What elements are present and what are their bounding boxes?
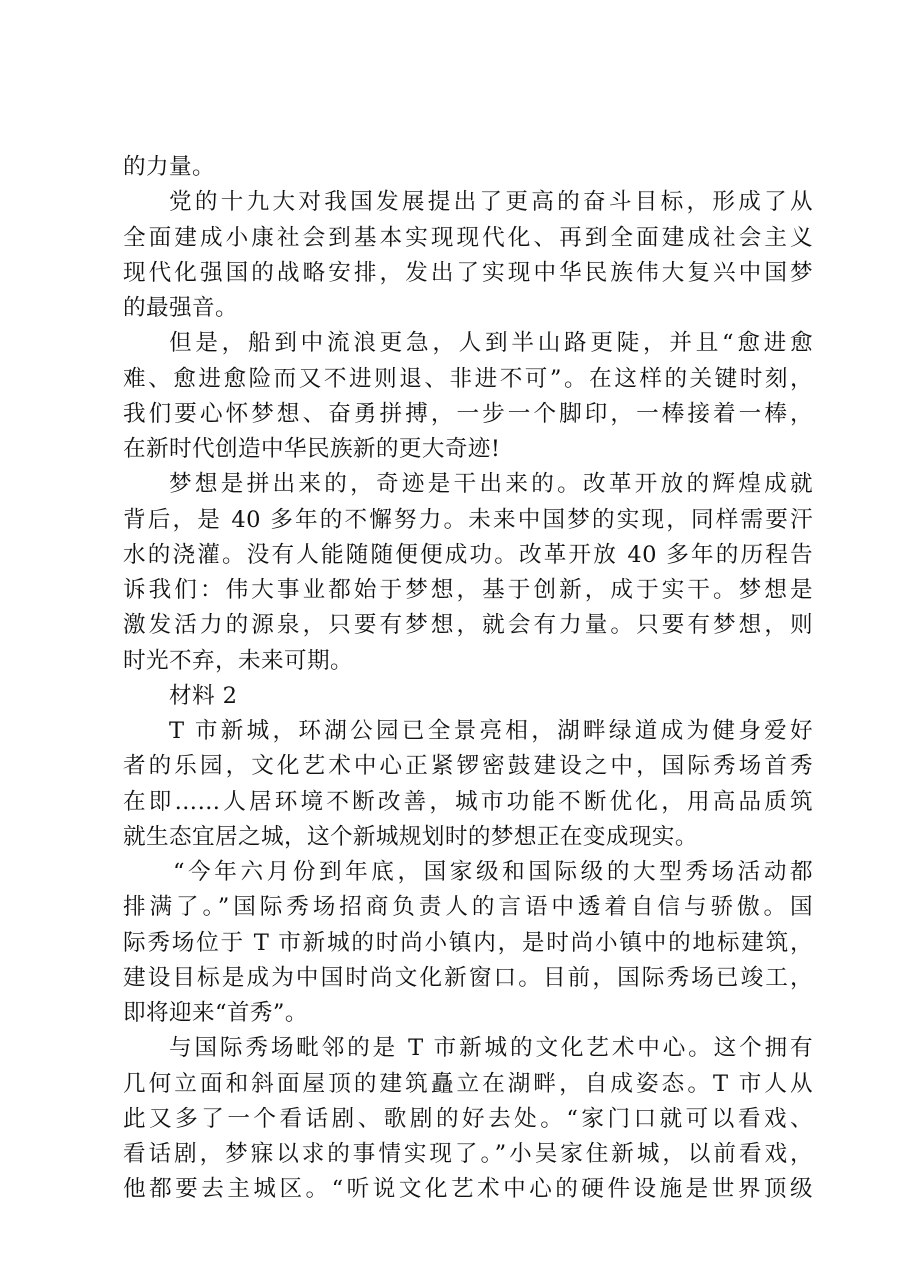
text-line: 梦想是拼出来的，奇迹是干出来的。改革开放的辉煌成就 [169,471,813,498]
text-line: 激发活力的源泉，只要有梦想，就会有力量。只要有梦想，则 [123,612,813,639]
text-line: 际秀场位于 T 市新城的时尚小镇内，是时尚小镇中的地标建筑， [123,929,813,956]
text-line: 他都要去主城区。“听说文化艺术中心的硬件设施是世界顶级 [123,1176,813,1203]
text-line: 背后，是 40 多年的不懈努力。未来中国梦的实现，同样需要汗 [123,506,813,533]
text-line: 的力量。 [123,154,215,180]
text-line: 在新时代创造中华民族新的更大奇迹! [123,436,501,462]
text-line: 党的十九大对我国发展提出了更高的奋斗目标，形成了从 [169,189,813,216]
text-line: 在即……人居环境不断改善，城市功能不断优化，用高品质筑 [123,788,813,815]
text-line: 者的乐园，文化艺术中心正紧锣密鼓建设之中，国际秀场首秀 [123,753,813,780]
text-line: 与国际秀场毗邻的是 T 市新城的文化艺术中心。这个拥有 [169,1035,813,1062]
text-line: 建设目标是成为中国时尚文化新窗口。目前，国际秀场已竣工， [123,964,813,991]
text-line: 现代化强国的战略安排，发出了实现中华民族伟大复兴中国梦 [123,259,813,286]
text-line: 诉我们：伟大事业都始于梦想，基于创新，成于实干。梦想是 [123,577,813,603]
text-line: “今年六月份到年底，国家级和国际级的大型秀场活动都 [173,859,813,885]
text-line: 时光不弃，未来可期。 [123,647,353,674]
text-line: 看话剧，梦寐以求的事情实现了。”小吴家住新城，以前看戏， [123,1141,813,1167]
text-line: T 市新城，环湖公园已全景亮相，湖畔绿道成为健身爱好 [169,718,813,744]
text-line: 但是，船到中流浪更急，人到半山路更陡，并且“愈进愈 [169,330,813,357]
text-line: 就生态宜居之城，这个新城规划时的梦想正在变成现实。 [123,823,698,850]
section-heading: 材料 2 [169,682,238,709]
text-line: 排满了。”国际秀场招商负责人的言语中透着自信与骄傲。国 [123,894,813,921]
text-line: 即将迎来“首秀”。 [123,1000,308,1026]
text-line: 我们要心怀梦想、奋勇拼搏，一步一个脚印，一棒接着一棒， [123,400,813,427]
text-line: 全面建成小康社会到基本实现现代化、再到全面建成社会主义 [123,224,813,251]
text-line: 难、愈进愈险而又不进则退、非进不可”。在这样的关键时刻， [123,365,813,392]
text-line: 水的浇灌。没有人能随随便便成功。改革开放 40 多年的历程告 [123,541,813,568]
document-body [123,150,813,1208]
text-line: 的最强音。 [123,295,238,321]
text-line: 几何立面和斜面屋顶的建筑矗立在湖畔，自成姿态。T 市人从 [123,1070,813,1097]
text-line: 此又多了一个看话剧、歌剧的好去处。“家门口就可以看戏、 [123,1105,813,1132]
